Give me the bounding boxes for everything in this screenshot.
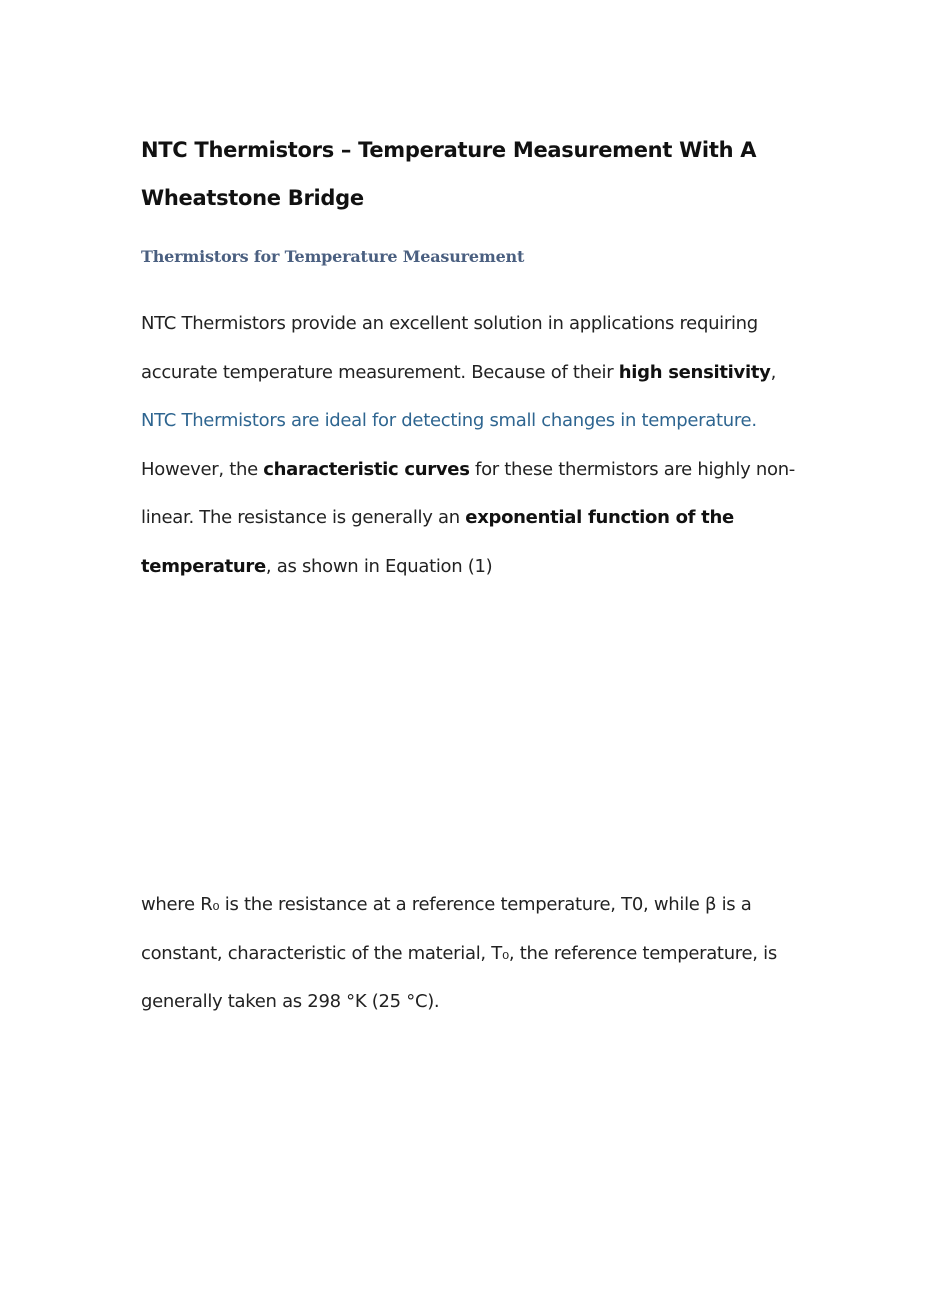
paragraph-text-3: However, the [141, 458, 264, 480]
intro-paragraph [141, 300, 801, 591]
bold-high-sensitivity: high sensitivity [618, 361, 771, 383]
paragraph-text-5: , as shown in Equation (1) [265, 555, 493, 577]
paragraph-text-4: for these thermistors are highly non-linear. The resistance is generally an [141, 458, 795, 528]
bold-exponential-function: exponential function of the temperature [141, 507, 734, 577]
section-heading: Thermistors for Temperature Measurement [141, 247, 525, 266]
page-title: NTC Thermistors – Temperature Measurement With A Wheatstone Bridge [141, 138, 757, 210]
definitions-paragraph: where R₀ is the resistance at a reference temperature, T0, while β is a constant, characteristic of the material, T₀, the reference temperature, is generally taken as 298 °K (25 °C). [141, 894, 777, 1012]
accent-sentence: NTC Thermistors are ideal for detecting small changes in temperature. [141, 410, 757, 431]
paragraph-text-2: , [770, 361, 776, 383]
bold-characteristic-curves: characteristic curves [263, 458, 470, 480]
paragraph-text-1: NTC Thermistors provide an excellent solution in applications requiring accurate temperature measurement. Because of their [141, 313, 758, 383]
equation-placeholder [141, 650, 801, 860]
